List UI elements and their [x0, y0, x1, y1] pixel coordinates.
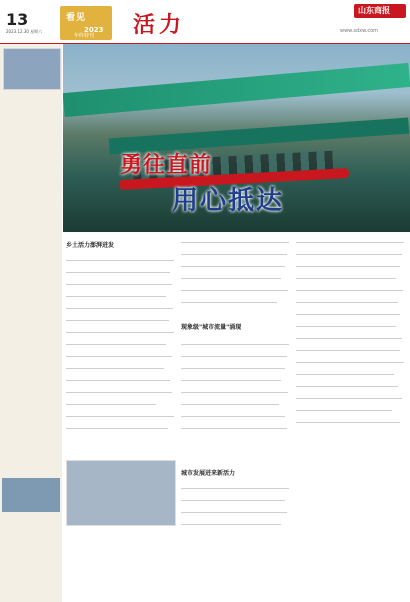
text-line: [66, 296, 166, 297]
text-line: [181, 290, 288, 291]
text-line: [296, 338, 402, 339]
section2-title: 现象级"城市流量"涌现: [181, 324, 242, 331]
sidebar-photo: [2, 478, 60, 512]
text-line: [296, 266, 400, 267]
text-line: [181, 254, 287, 255]
text-line: [296, 362, 404, 363]
text-line: [66, 356, 172, 357]
text-line: [66, 320, 169, 321]
text-line: [296, 254, 402, 255]
hero-headline-blue: 用心抵达: [172, 186, 285, 216]
text-line: [181, 266, 285, 267]
text-line: [66, 428, 168, 429]
text-line: [296, 326, 396, 327]
article-photo: [66, 460, 176, 526]
left-sidebar: [0, 44, 62, 602]
text-line: [181, 404, 279, 405]
section-label: 年终特刊: [74, 33, 95, 39]
text-line: [181, 500, 285, 501]
newspaper-name: 山东商报: [358, 6, 390, 15]
site-url[interactable]: www.sdxw.com: [340, 28, 379, 34]
text-line: [181, 392, 288, 393]
brand-label: 看见: [66, 13, 87, 23]
text-line: [296, 374, 394, 375]
brand-year: 2023: [84, 26, 104, 34]
article-body: [66, 232, 408, 602]
text-line: [66, 260, 174, 261]
section1-title: 乡土活力澎湃迸发: [66, 242, 115, 249]
text-line: [66, 332, 174, 333]
text-line: [181, 524, 281, 525]
header-bar: [0, 0, 410, 44]
text-line: [66, 380, 170, 381]
text-line: [66, 308, 173, 309]
text-line: [296, 386, 398, 387]
text-line: [66, 416, 174, 417]
text-line: [296, 302, 398, 303]
left-thumbnail-image[interactable]: [3, 48, 61, 90]
hero-headline-red: 勇往直前: [120, 152, 213, 178]
section3-title: 城市发展迸来新活力: [181, 470, 236, 477]
text-line: [181, 416, 285, 417]
text-line: [296, 278, 396, 279]
issue-number: 13: [6, 10, 29, 29]
text-line: [66, 368, 164, 369]
text-line: [296, 422, 400, 423]
text-line: [66, 272, 170, 273]
text-line: [181, 512, 287, 513]
text-line: [296, 290, 403, 291]
text-line: [181, 380, 281, 381]
text-line: [181, 488, 289, 489]
text-line: [181, 428, 287, 429]
text-line: [181, 242, 289, 243]
text-line: [181, 356, 287, 357]
text-line: [181, 302, 277, 303]
text-line: [296, 314, 400, 315]
text-line: [296, 410, 392, 411]
text-line: [181, 344, 289, 345]
page-title: 活力: [133, 12, 186, 38]
issue-date: 2023.12.30 星期六: [6, 29, 43, 34]
text-line: [181, 368, 285, 369]
text-line: [296, 242, 404, 243]
article-column-3: [296, 232, 404, 602]
text-line: [181, 278, 281, 279]
hero-banner-green: [63, 63, 410, 117]
text-line: [66, 392, 172, 393]
text-line: [66, 404, 156, 405]
article-column-1: [66, 232, 174, 602]
text-line: [66, 344, 166, 345]
text-line: [66, 284, 172, 285]
article-column-2: [181, 232, 289, 602]
text-line: [296, 350, 400, 351]
text-line: [296, 398, 402, 399]
